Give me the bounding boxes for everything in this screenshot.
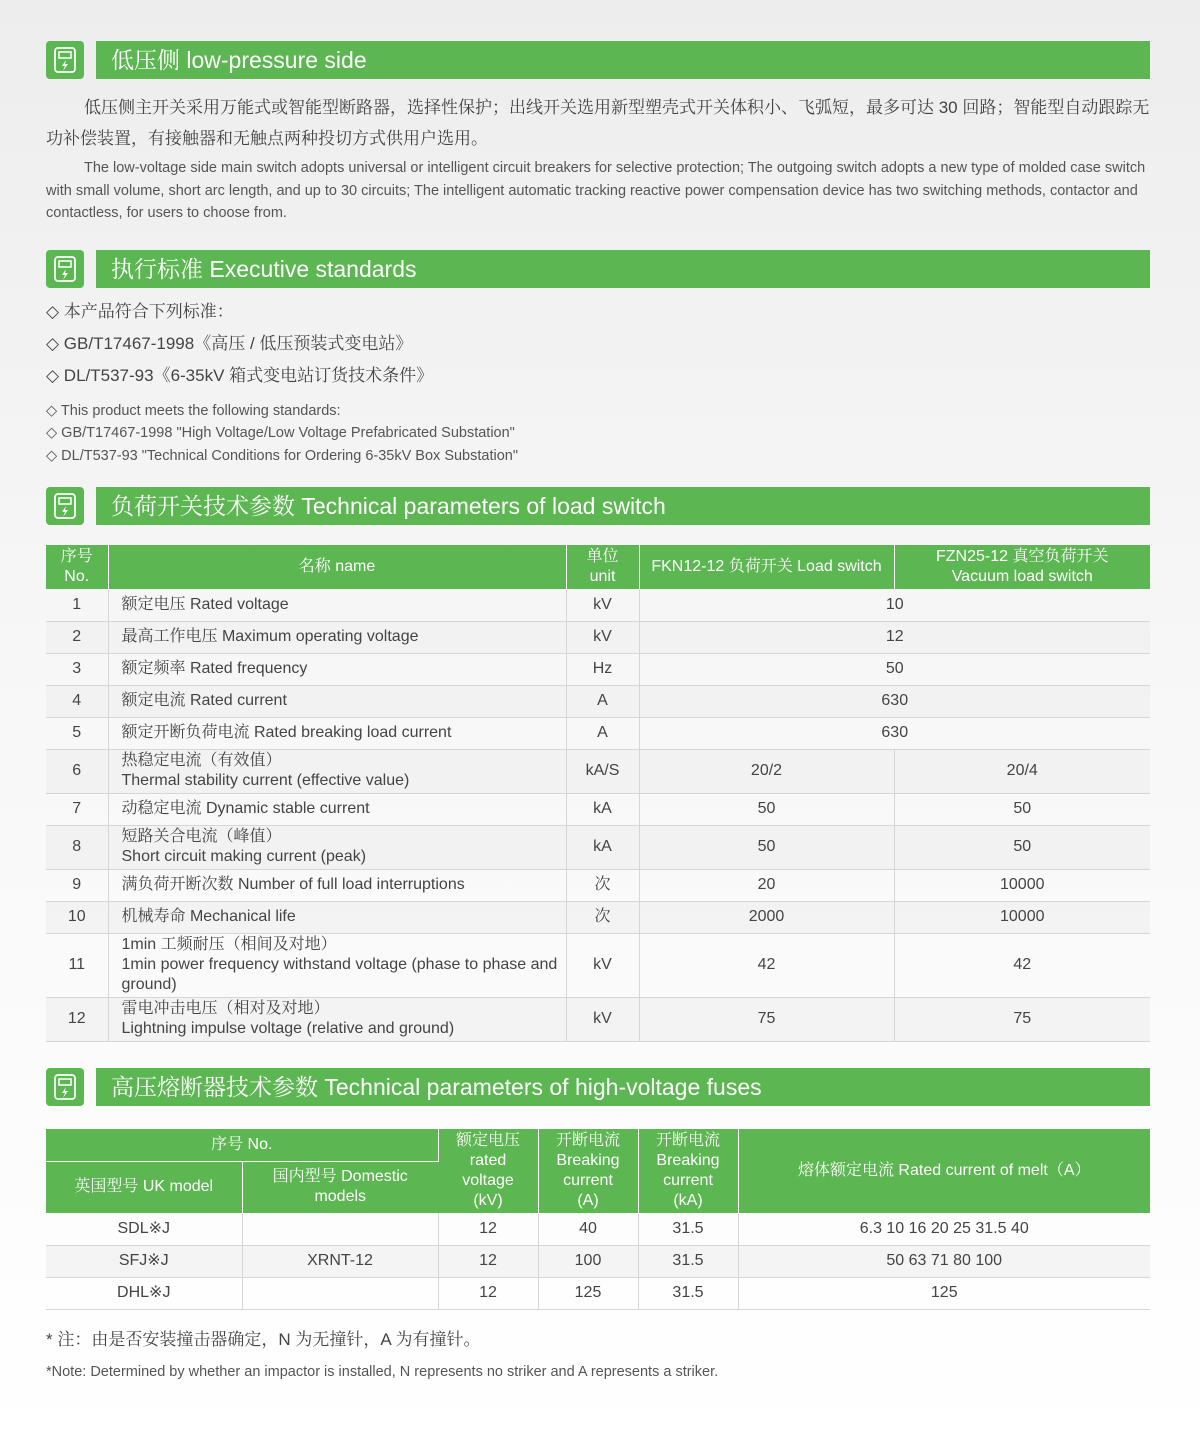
cell-name: 最高工作电压 Maximum operating voltage <box>108 621 566 653</box>
cell-no: 6 <box>46 749 108 793</box>
cell-breaking-ka: 31.5 <box>638 1213 738 1245</box>
switchgear-icon <box>46 41 84 79</box>
low-side-paragraph-cn: 低压侧主开关采用万能式或智能型断路器，选择性保护；出线开关选用新型塑壳式开关体积小、飞弧短，最多可达 30 回路；智能型自动跟踪无功补偿装置，有接触器和无触点两种投切方式供用户选用。 <box>46 98 1150 148</box>
cell-no: 1 <box>46 589 108 621</box>
cell-value-fzn: 10000 <box>894 869 1150 901</box>
cell-unit: 次 <box>566 869 639 901</box>
cell-name: 额定电流 Rated current <box>108 685 566 717</box>
cell-value-fkn: 50 <box>639 825 894 869</box>
cell-unit: kA/S <box>566 749 639 793</box>
cell-value-fzn: 20/4 <box>894 749 1150 793</box>
table-row <box>46 653 1150 685</box>
cell-unit: A <box>566 685 639 717</box>
note-en: *Note: Determined by whether an impactor is installed, N represents no striker and A represents a striker. <box>46 1364 719 1380</box>
table-row <box>46 869 1150 901</box>
cell-no: 12 <box>46 997 108 1041</box>
section-header-standards <box>46 250 1150 288</box>
cell-breaking-ka: 31.5 <box>638 1277 738 1309</box>
cell-value-merged: 630 <box>639 717 1150 749</box>
cell-name: 1min 工频耐压（相间及对地） 1min power frequency withstand voltage (phase to phase and ground) <box>108 933 566 997</box>
cell-uk: SDL※J <box>46 1213 242 1245</box>
cell-value-fkn: 42 <box>639 933 894 997</box>
cell-unit: kV <box>566 997 639 1041</box>
cell-unit: A <box>566 717 639 749</box>
header-melt: 熔体额定电流 Rated current of melt（A） <box>738 1129 1150 1213</box>
low-side-paragraph-en: The low-voltage side main switch adopts universal or intelligent circuit breakers for selective protection; The outgoing switch adopts a new type of molded case switch with small volume, short arc length, and up to 30 circuits; The intelligent automatic tracking reactive power compensation device has two switching methods, contactor and contactless, for users to choose from. <box>46 160 1146 221</box>
cell-unit: kV <box>566 621 639 653</box>
cell-no: 7 <box>46 793 108 825</box>
header-uk-model: 英国型号 UK model <box>46 1161 242 1213</box>
table-row <box>46 1277 1150 1309</box>
cell-no: 4 <box>46 685 108 717</box>
cell-name: 热稳定电流（有效值） Thermal stability current (effective value) <box>108 749 566 793</box>
cell-no: 9 <box>46 869 108 901</box>
switchgear-icon <box>46 487 84 525</box>
cell-no: 3 <box>46 653 108 685</box>
header-breaking-ka: 开断电流 Breaking current (kA) <box>638 1129 738 1213</box>
header-name: 名称 name <box>108 545 566 589</box>
standard-line-en: ◇ DL/T537-93 "Technical Conditions for Ordering 6-35kV Box Substation" <box>46 448 518 464</box>
cell-unit: 次 <box>566 901 639 933</box>
cell-no: 5 <box>46 717 108 749</box>
table-row <box>46 901 1150 933</box>
cell-unit: kA <box>566 825 639 869</box>
cell-value-merged: 630 <box>639 685 1150 717</box>
cell-no: 11 <box>46 933 108 997</box>
cell-unit: kA <box>566 793 639 825</box>
header-unit: 单位 unit <box>566 545 639 589</box>
cell-breaking-a: 100 <box>538 1245 638 1277</box>
cell-no: 2 <box>46 621 108 653</box>
cell-value-fzn: 50 <box>894 825 1150 869</box>
cell-melt: 125 <box>738 1277 1150 1309</box>
cell-name: 额定开断负荷电流 Rated breaking load current <box>108 717 566 749</box>
cell-name: 动稳定电流 Dynamic stable current <box>108 793 566 825</box>
table-header-row <box>46 545 1150 589</box>
cell-breaking-a: 40 <box>538 1213 638 1245</box>
table-row <box>46 1213 1150 1245</box>
note-cn: * 注：由是否安装撞击器确定，N 为无撞针，A 为有撞针。 <box>46 1330 481 1349</box>
cell-voltage: 12 <box>438 1213 538 1245</box>
cell-value-fzn: 10000 <box>894 901 1150 933</box>
table-row <box>46 749 1150 793</box>
cell-domestic <box>242 1277 438 1309</box>
cell-value-fzn: 42 <box>894 933 1150 997</box>
cell-value-fkn: 20/2 <box>639 749 894 793</box>
cell-voltage: 12 <box>438 1277 538 1309</box>
cell-no: 10 <box>46 901 108 933</box>
table-row <box>46 589 1150 621</box>
cell-name: 额定电压 Rated voltage <box>108 589 566 621</box>
section-title: 执行标准 Executive standards <box>96 250 1150 288</box>
header-domestic-model: 国内型号 Domestic models <box>242 1161 438 1213</box>
table-row <box>46 997 1150 1041</box>
table-row <box>46 685 1150 717</box>
cell-uk: SFJ※J <box>46 1245 242 1277</box>
header-breaking-a: 开断电流 Breaking current (A) <box>538 1129 638 1213</box>
header-fzn: FZN25-12 真空负荷开关 Vacuum load switch <box>894 545 1150 589</box>
header-voltage: 额定电压 rated voltage (kV) <box>438 1129 538 1213</box>
cell-value-fkn: 75 <box>639 997 894 1041</box>
cell-value-fzn: 75 <box>894 997 1150 1041</box>
table-row <box>46 793 1150 825</box>
cell-value-merged: 50 <box>639 653 1150 685</box>
cell-name: 满负荷开断次数 Number of full load interruptions <box>108 869 566 901</box>
standard-line-cn: ◇ GB/T17467-1998《高压 / 低压预装式变电站》 <box>46 334 413 353</box>
table-header-row <box>46 1129 1150 1161</box>
cell-breaking-ka: 31.5 <box>638 1245 738 1277</box>
cell-melt: 6.3 10 16 20 25 31.5 40 <box>738 1213 1150 1245</box>
cell-value-merged: 10 <box>639 589 1150 621</box>
table-row <box>46 1245 1150 1277</box>
standard-line-cn: ◇ DL/T537-93《6-35kV 箱式变电站订货技术条件》 <box>46 366 434 385</box>
section-header-load-switch <box>46 487 1150 525</box>
fuse-table <box>46 1129 1150 1310</box>
switchgear-icon <box>46 250 84 288</box>
cell-voltage: 12 <box>438 1245 538 1277</box>
cell-unit: kV <box>566 933 639 997</box>
section-header-fuses <box>46 1068 1150 1106</box>
cell-name: 额定频率 Rated frequency <box>108 653 566 685</box>
switchgear-icon <box>46 1068 84 1106</box>
section-title: 低压侧 low-pressure side <box>96 41 1150 79</box>
cell-uk: DHL※J <box>46 1277 242 1309</box>
cell-value-fkn: 20 <box>639 869 894 901</box>
cell-value-fkn: 50 <box>639 793 894 825</box>
cell-name: 短路关合电流（峰值） Short circuit making current (peak) <box>108 825 566 869</box>
section-header-low-side <box>46 41 1150 79</box>
cell-name: 雷电冲击电压（相对及对地） Lightning impulse voltage (relative and ground) <box>108 997 566 1041</box>
cell-domestic: XRNT-12 <box>242 1245 438 1277</box>
cell-melt: 50 63 71 80 100 <box>738 1245 1150 1277</box>
header-no: 序号 No. <box>46 545 108 589</box>
cell-domestic <box>242 1213 438 1245</box>
table-row <box>46 933 1150 997</box>
table-row <box>46 717 1150 749</box>
section-title: 负荷开关技术参数 Technical parameters of load switch <box>96 487 1150 525</box>
cell-breaking-a: 125 <box>538 1277 638 1309</box>
table-row <box>46 825 1150 869</box>
section-title: 高压熔断器技术参数 Technical parameters of high-voltage fuses <box>96 1068 1150 1106</box>
cell-value-fzn: 50 <box>894 793 1150 825</box>
load-switch-table <box>46 545 1150 1042</box>
header-no: 序号 No. <box>46 1129 438 1161</box>
table-row <box>46 621 1150 653</box>
header-fkn: FKN12-12 负荷开关 Load switch <box>639 545 894 589</box>
cell-value-merged: 12 <box>639 621 1150 653</box>
standard-line-en: ◇ This product meets the following standards: <box>46 403 341 419</box>
cell-no: 8 <box>46 825 108 869</box>
cell-unit: kV <box>566 589 639 621</box>
cell-name: 机械寿命 Mechanical life <box>108 901 566 933</box>
standard-line-cn: ◇ 本产品符合下列标准： <box>46 302 234 321</box>
cell-value-fkn: 2000 <box>639 901 894 933</box>
standard-line-en: ◇ GB/T17467-1998 "High Voltage/Low Voltage Prefabricated Substation" <box>46 425 515 441</box>
cell-unit: Hz <box>566 653 639 685</box>
